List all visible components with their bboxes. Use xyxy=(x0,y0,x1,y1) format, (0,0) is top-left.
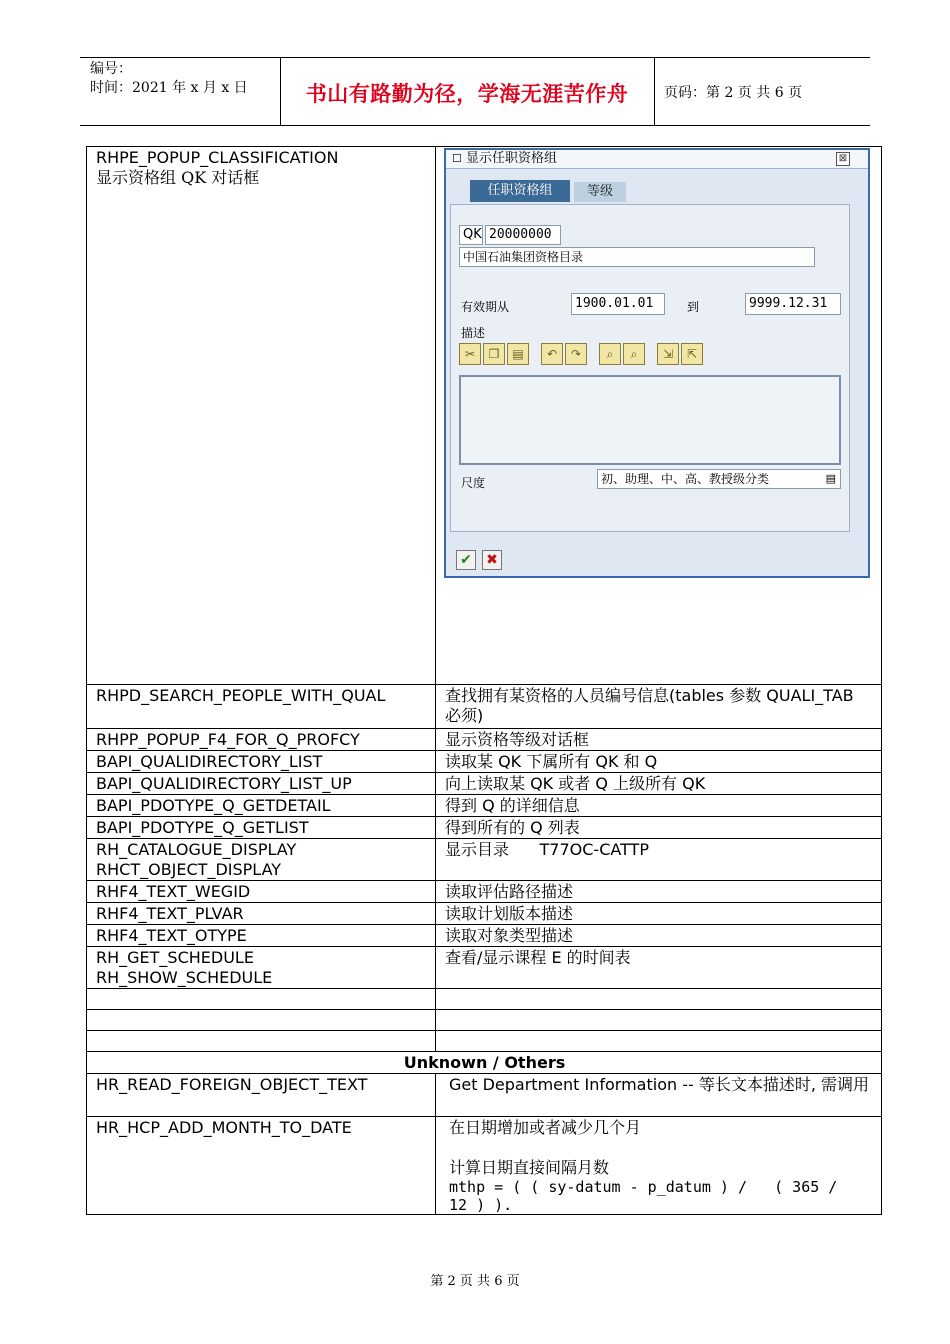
scale-label: 尺度 xyxy=(461,476,486,490)
empty-cell xyxy=(87,989,436,1010)
table-row xyxy=(87,685,882,729)
header-meta xyxy=(90,60,248,98)
undo-icon[interactable]: ↶ xyxy=(541,343,563,365)
function-desc: Get Department Information -- 等长文本描述时, 需调用 xyxy=(436,1074,882,1117)
table-cell xyxy=(87,147,436,685)
tab-qualification-group[interactable]: 任职资格组 xyxy=(470,180,570,202)
header-top-line xyxy=(80,57,870,58)
valid-from-label: 有效期从 xyxy=(461,300,510,314)
find-next-icon[interactable]: ⌕ xyxy=(623,343,645,365)
function-name: RHCT_OBJECT_DISPLAY xyxy=(96,860,282,879)
function-name: RHF4_TEXT_PLVAR xyxy=(87,903,436,925)
section-row xyxy=(87,1052,882,1074)
import-icon[interactable]: ⇲ xyxy=(657,343,679,365)
table-row xyxy=(87,1074,882,1117)
table-row xyxy=(87,925,882,947)
editor-toolbar xyxy=(459,343,719,365)
valid-to-field[interactable]: 9999.12.31 xyxy=(745,293,841,315)
description-textarea[interactable] xyxy=(459,375,841,465)
redo-icon[interactable]: ↷ xyxy=(565,343,587,365)
display-icon: ☐ xyxy=(452,152,462,165)
empty-cell xyxy=(87,1031,436,1052)
description-label: 描述 xyxy=(461,326,486,340)
header-separator xyxy=(654,57,655,125)
valid-from-field[interactable]: 1900.01.01 xyxy=(571,293,665,315)
function-desc: 读取计划版本描述 xyxy=(436,903,882,925)
sap-dialog-title-text: 显示任职资格组 xyxy=(466,151,558,166)
sap-panel xyxy=(450,204,850,532)
table-row-empty xyxy=(87,989,882,1010)
table-cell xyxy=(436,1117,882,1215)
qk-text-field[interactable]: 中国石油集团资格目录 xyxy=(459,247,815,267)
function-desc: 计算日期直接间隔月数 xyxy=(449,1158,610,1177)
function-desc: 在日期增加或者减少几个月 xyxy=(449,1118,642,1137)
page-footer: 第 2 页 共 6 页 xyxy=(430,1274,520,1289)
empty-cell xyxy=(436,989,882,1010)
function-name: RHF4_TEXT_OTYPE xyxy=(87,925,436,947)
table-row xyxy=(87,773,882,795)
function-desc: 得到所有的 Q 列表 xyxy=(436,817,882,839)
table-row xyxy=(87,881,882,903)
function-name: RHPE_POPUP_CLASSIFICATION xyxy=(96,148,339,167)
table-row xyxy=(87,729,882,751)
ok-button[interactable]: ✔ xyxy=(456,550,476,570)
empty-cell xyxy=(436,1010,882,1031)
table-row xyxy=(87,903,882,925)
function-desc: 读取对象类型描述 xyxy=(436,925,882,947)
qk-label: QK xyxy=(459,225,483,245)
table-row-empty xyxy=(87,1031,882,1052)
code-line: 12 ) ). xyxy=(449,1196,513,1214)
header-bottom-line xyxy=(80,125,870,126)
function-name: BAPI_QUALIDIRECTORY_LIST xyxy=(87,751,436,773)
find-icon[interactable]: ⌕ xyxy=(599,343,621,365)
time-label: 时间：2021 年 x 月 x 日 xyxy=(90,80,248,96)
table-row xyxy=(87,147,882,685)
export-icon[interactable]: ⇱ xyxy=(681,343,703,365)
dropdown-icon[interactable]: ▤ xyxy=(825,472,836,485)
function-desc: 读取评估路径描述 xyxy=(436,881,882,903)
function-name: HR_READ_FOREIGN_OBJECT_TEXT xyxy=(87,1074,436,1117)
table-row xyxy=(87,839,882,881)
table-cell xyxy=(436,147,882,685)
function-name: RHF4_TEXT_WEGID xyxy=(87,881,436,903)
code-line: mthp = ( ( sy-datum - p_datum ) / ( 365 / xyxy=(449,1178,838,1196)
function-table xyxy=(86,146,882,1215)
function-name: BAPI_QUALIDIRECTORY_LIST_UP xyxy=(87,773,436,795)
table-cell xyxy=(87,947,436,989)
function-desc: 读取某 QK 下属所有 QK 和 Q xyxy=(436,751,882,773)
function-name: RH_GET_SCHEDULE xyxy=(96,948,254,967)
cut-icon[interactable]: ✂ xyxy=(459,343,481,365)
function-desc: 显示资格等级对话框 xyxy=(436,729,882,751)
scale-field[interactable] xyxy=(597,469,841,489)
empty-cell xyxy=(436,1031,882,1052)
copy-icon[interactable]: ❐ xyxy=(483,343,505,365)
header-page-info: 页码：第 2 页 共 6 页 xyxy=(664,85,803,101)
function-desc: 显示目录 T77OC-CATTP xyxy=(436,839,882,881)
paste-icon[interactable]: ▤ xyxy=(507,343,529,365)
table-row-empty xyxy=(87,1010,882,1031)
tab-level[interactable]: 等级 xyxy=(574,182,626,202)
to-label: 到 xyxy=(687,300,700,314)
sap-footer-buttons xyxy=(456,550,516,572)
section-title: Unknown / Others xyxy=(87,1052,882,1074)
scale-value: 初、助理、中、高、教授级分类 xyxy=(601,472,770,486)
table-row xyxy=(87,1117,882,1215)
function-name: RHPP_POPUP_F4_FOR_Q_PROFCY xyxy=(87,729,436,751)
function-desc: 得到 Q 的详细信息 xyxy=(436,795,882,817)
cancel-button[interactable]: ✖ xyxy=(482,550,502,570)
table-row xyxy=(87,947,882,989)
function-name: RH_CATALOGUE_DISPLAY xyxy=(96,840,297,859)
number-label: 编号： xyxy=(90,61,132,77)
spacer xyxy=(449,1138,873,1158)
table-cell xyxy=(87,839,436,881)
function-desc: 向上读取某 QK 或者 Q 上级所有 QK xyxy=(436,773,882,795)
function-name: RH_SHOW_SCHEDULE xyxy=(96,968,273,987)
empty-cell xyxy=(87,1010,436,1031)
function-desc: 查看/显示课程 E 的时间表 xyxy=(436,947,882,989)
table-row xyxy=(87,751,882,773)
function-name: HR_HCP_ADD_MONTH_TO_DATE xyxy=(87,1117,436,1215)
function-name: BAPI_PDOTYPE_Q_GETLIST xyxy=(87,817,436,839)
qk-value-field[interactable]: 20000000 xyxy=(485,225,561,245)
sap-dialog-title xyxy=(446,150,868,169)
sap-dialog xyxy=(444,148,870,578)
function-desc: 显示资格组 QK 对话框 xyxy=(96,168,260,187)
function-desc: 查找拥有某资格的人员编号信息(tables 参数 QUALI_TAB 必须) xyxy=(436,685,882,729)
table-row xyxy=(87,795,882,817)
function-name: RHPD_SEARCH_PEOPLE_WITH_QUAL xyxy=(87,685,436,729)
function-name: BAPI_PDOTYPE_Q_GETDETAIL xyxy=(87,795,436,817)
table-row xyxy=(87,817,882,839)
header-motto: 书山有路勤为径，学海无涯苦作舟 xyxy=(305,81,629,106)
close-icon[interactable]: ⊠ xyxy=(836,152,850,166)
